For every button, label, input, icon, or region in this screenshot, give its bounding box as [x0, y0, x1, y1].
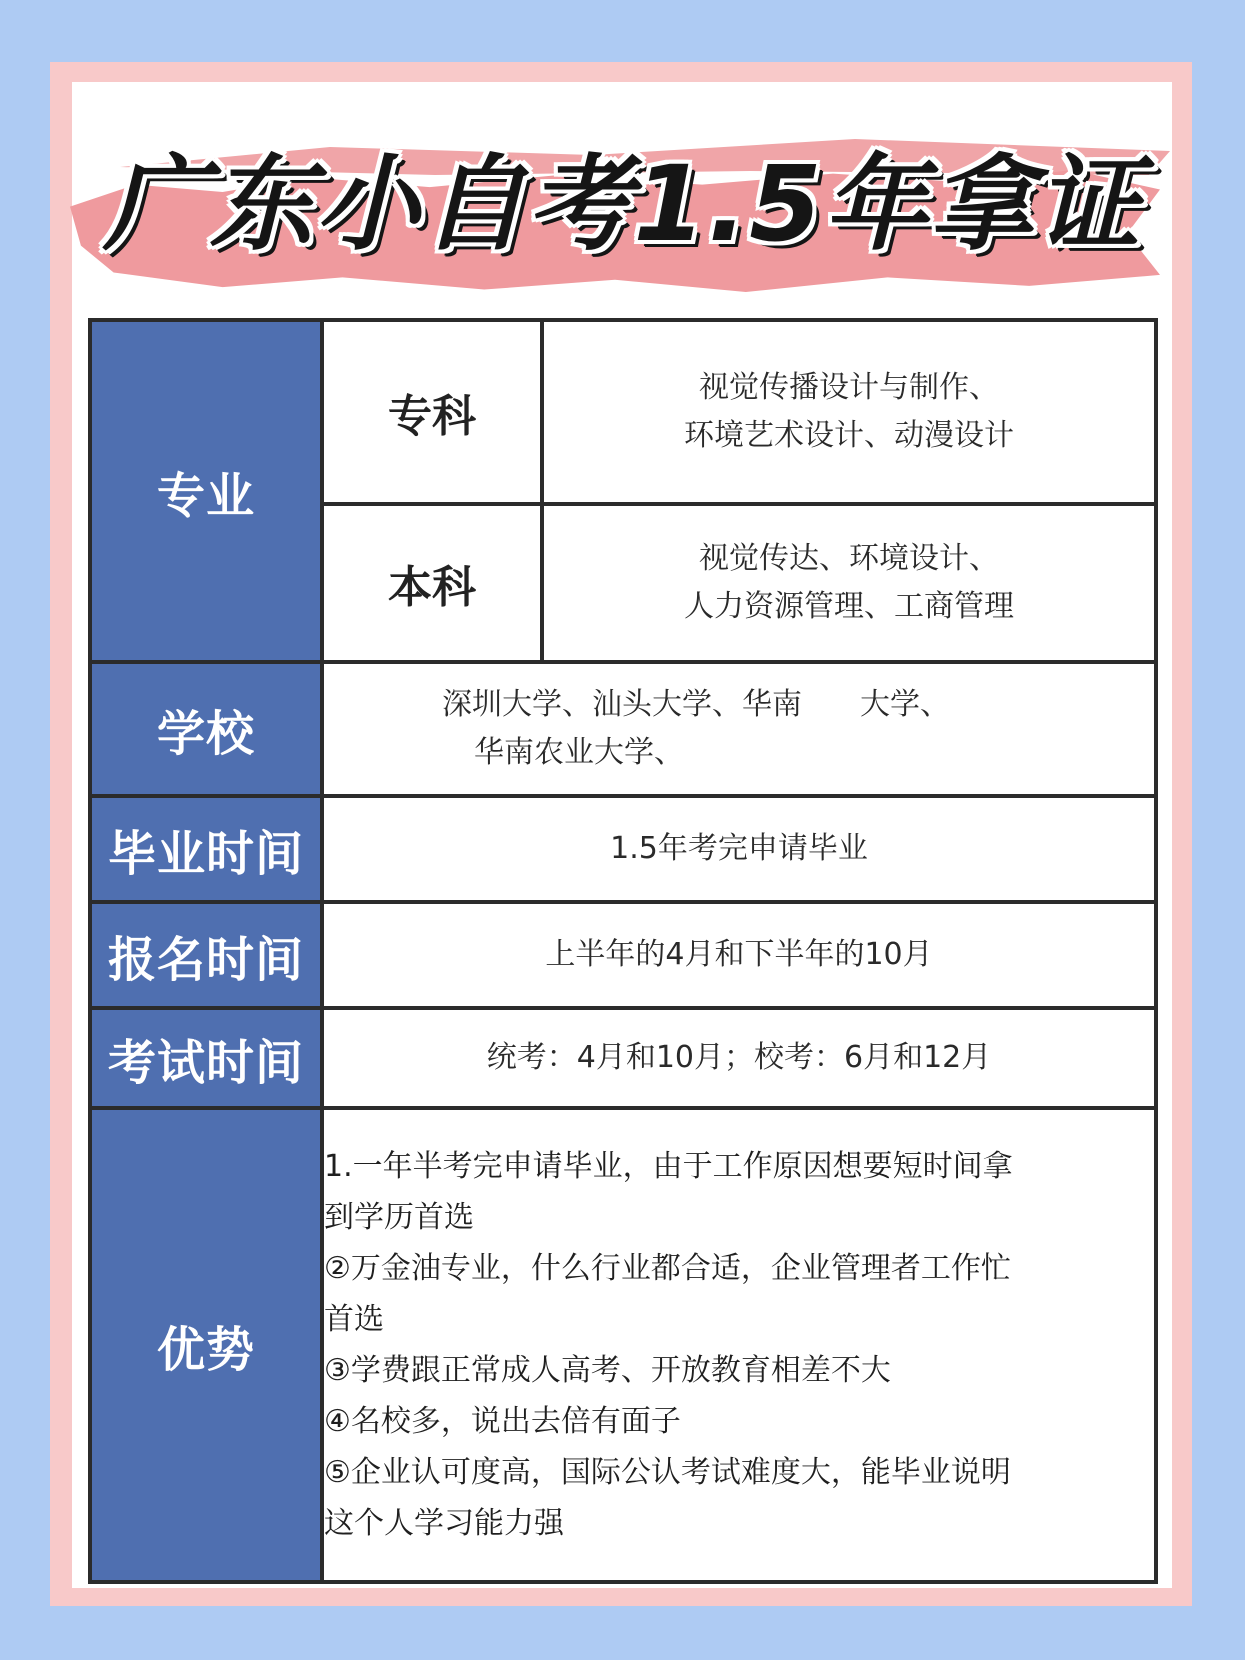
benke-majors-line-2: 人力资源管理、工商管理 — [684, 589, 1014, 624]
advantage-list — [322, 1108, 1156, 1582]
blurred-redaction — [802, 689, 860, 723]
school-header: 学校 — [90, 662, 322, 796]
table-row-major-zhuanke — [90, 320, 1156, 504]
advantage-line-8: 这个人学习能力强 — [324, 1506, 564, 1541]
table-row-registration — [90, 902, 1156, 1008]
table-row-graduation — [90, 796, 1156, 902]
advantage-header: 优势 — [90, 1108, 322, 1582]
advantage-line-3: ②万金油专业，什么行业都合适，企业管理者工作忙 — [324, 1251, 1011, 1286]
school-list — [322, 662, 1156, 796]
exam-header: 考试时间 — [90, 1008, 322, 1108]
school-list-line-1b: 大学、 — [860, 687, 950, 722]
zhuanke-majors-line-2: 环境艺术设计、动漫设计 — [684, 418, 1014, 453]
advantage-line-1: 1.一年半考完申请毕业，由于工作原因想要短时间拿 — [324, 1149, 1013, 1184]
school-list-line-1 — [442, 681, 1154, 729]
zhuanke-majors — [542, 320, 1156, 504]
info-table — [88, 318, 1158, 1584]
graduation-value: 1.5年考完申请毕业 — [322, 796, 1156, 902]
major-header: 专业 — [90, 320, 322, 662]
table-row-school — [90, 662, 1156, 796]
zhuanke-majors-line-1: 视觉传播设计与制作、 — [699, 370, 999, 405]
advantage-line-2: 到学历首选 — [324, 1200, 474, 1235]
advantage-line-7: ⑤企业认可度高，国际公认考试难度大，能毕业说明 — [324, 1455, 1011, 1490]
advantage-line-4: 首选 — [324, 1302, 384, 1337]
registration-header: 报名时间 — [90, 902, 322, 1008]
advantage-line-5: ③学费跟正常成人高考、开放教育相差不大 — [324, 1353, 891, 1388]
registration-value: 上半年的4月和下半年的10月 — [322, 902, 1156, 1008]
graduation-header: 毕业时间 — [90, 796, 322, 902]
school-list-line-1a: 深圳大学、汕头大学、华南 — [442, 687, 802, 722]
page-title: 广东小自考1.5年拿证 — [103, 143, 1142, 265]
table-row-advantage — [90, 1108, 1156, 1582]
advantage-line-6: ④名校多，说出去倍有面子 — [324, 1404, 681, 1439]
zhuanke-label: 专科 — [322, 320, 542, 504]
benke-majors — [542, 504, 1156, 662]
benke-majors-line-1: 视觉传达、环境设计、 — [699, 541, 999, 576]
school-list-line-2: 华南农业大学、 — [474, 735, 684, 770]
table-row-exam — [90, 1008, 1156, 1108]
exam-value: 统考：4月和10月；校考：6月和12月 — [322, 1008, 1156, 1108]
benke-label: 本科 — [322, 504, 542, 662]
